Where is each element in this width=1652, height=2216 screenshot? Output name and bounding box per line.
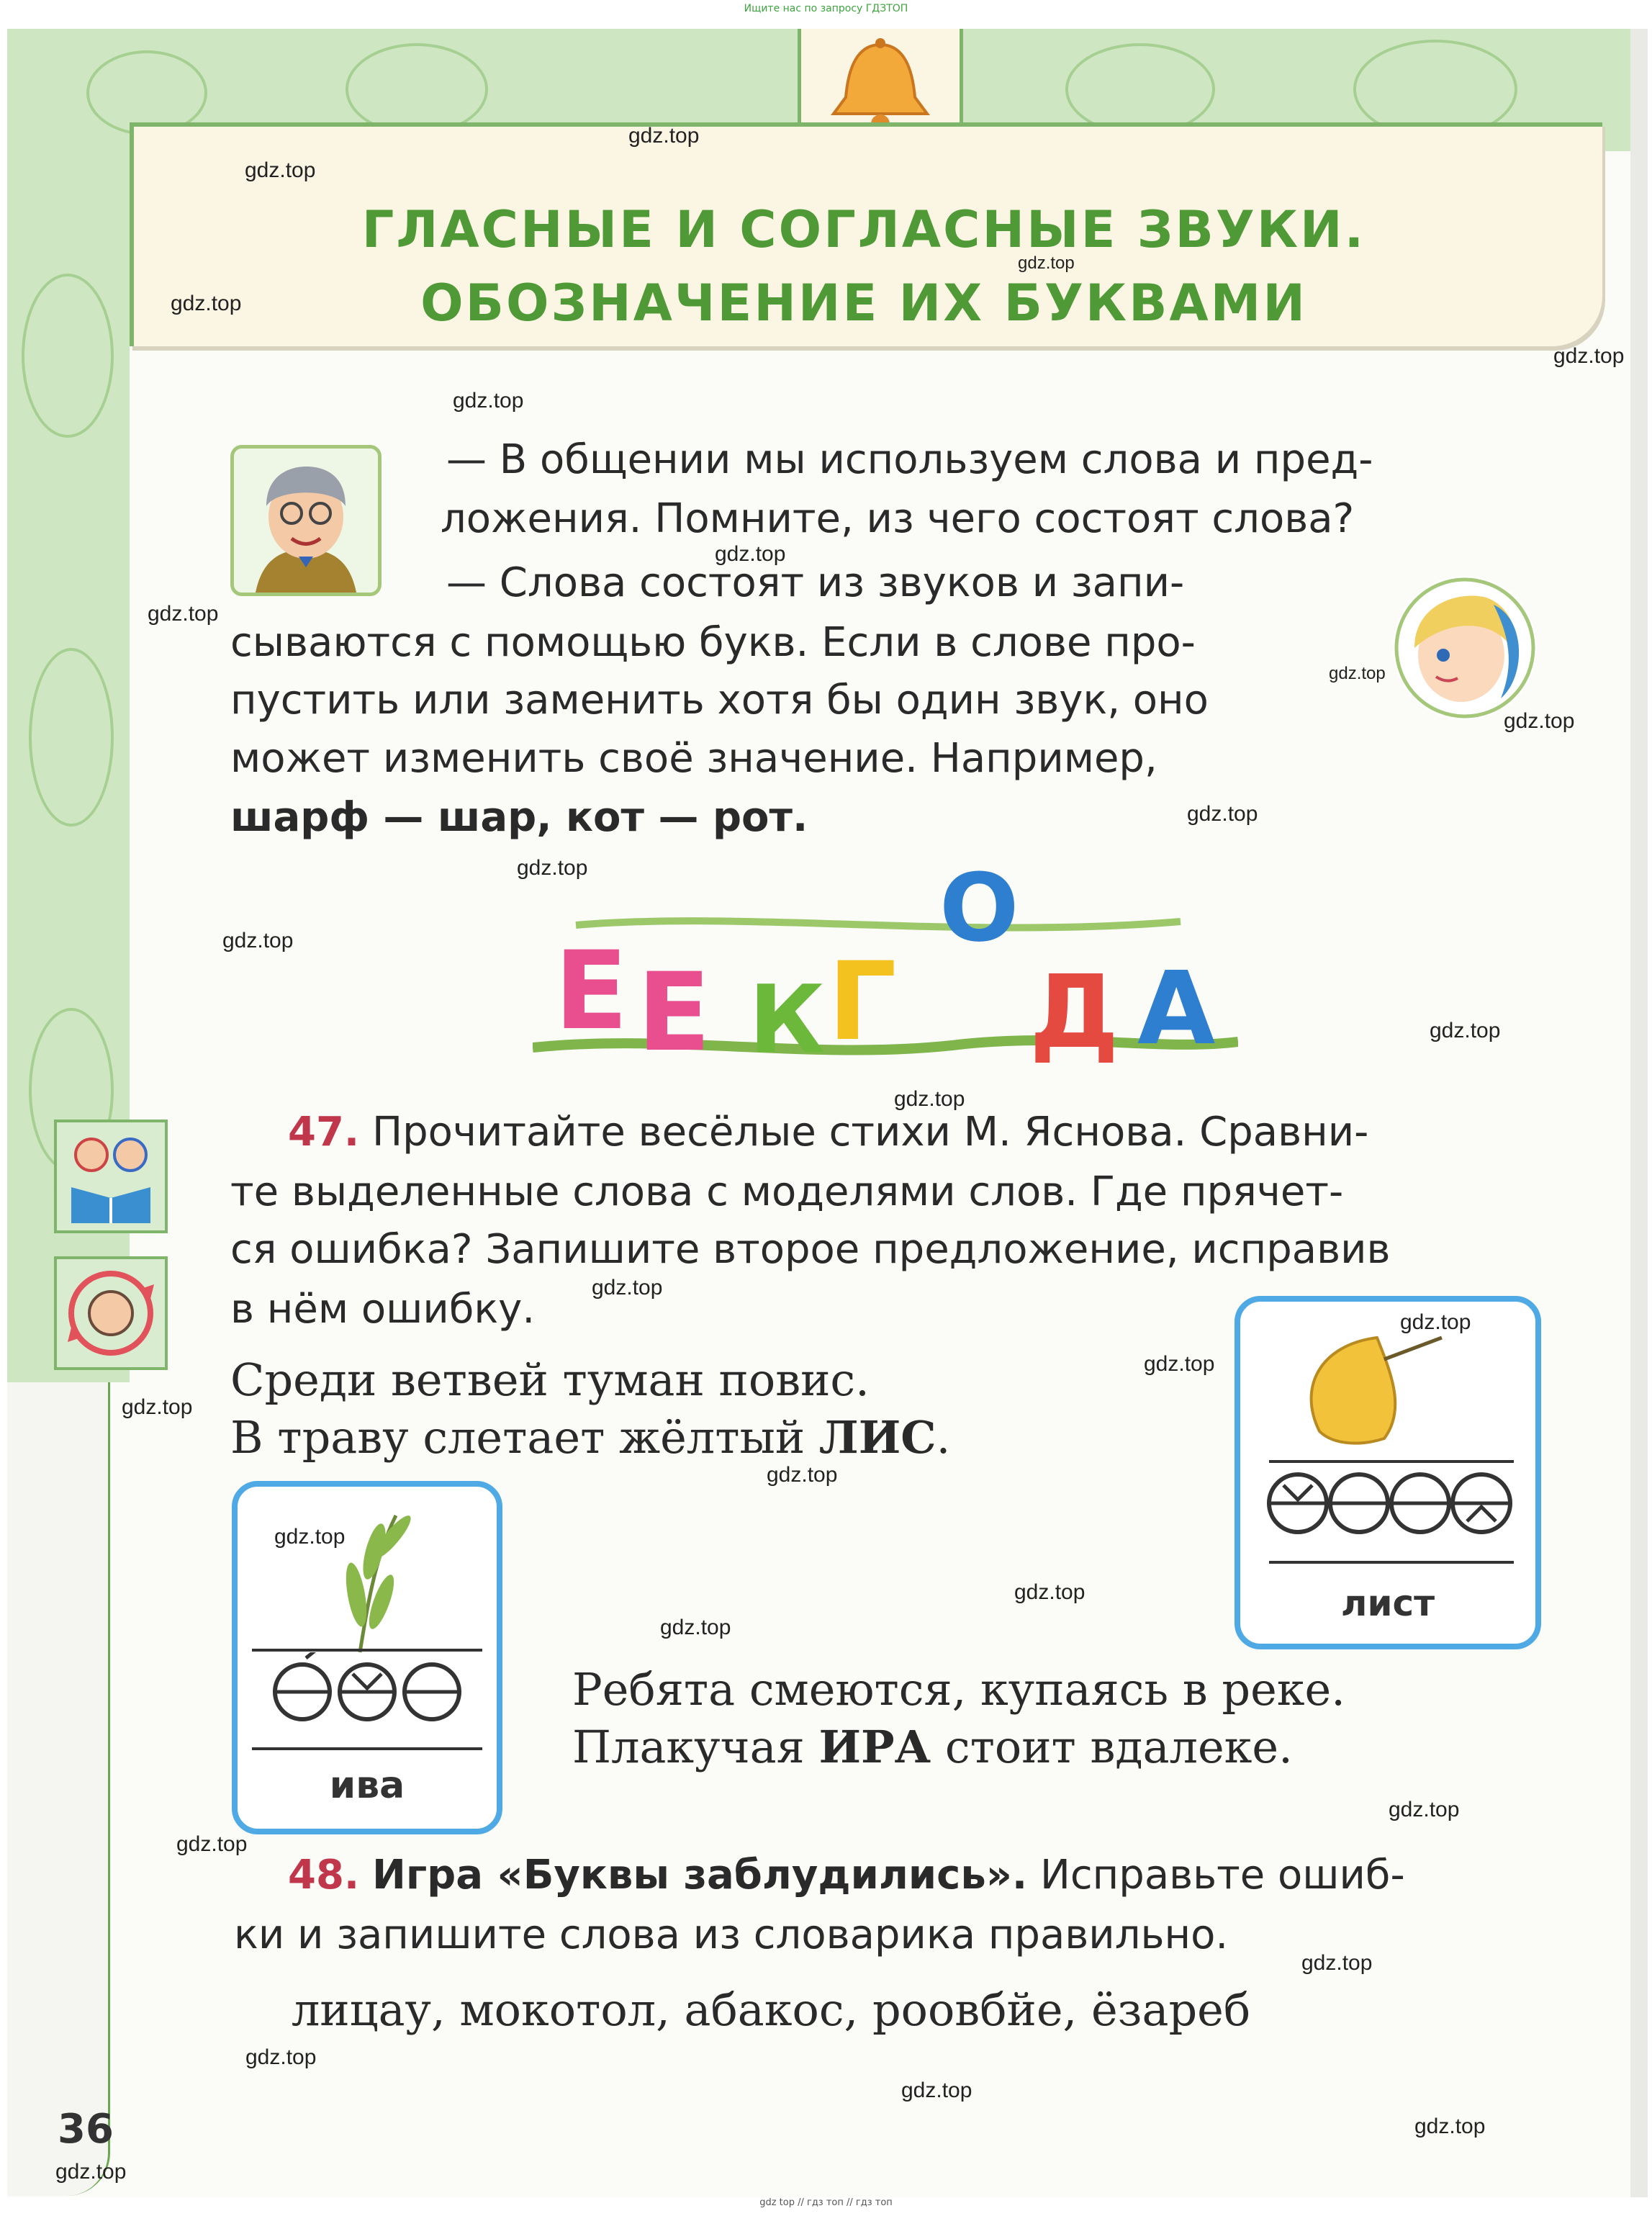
decor-swirl xyxy=(22,274,114,438)
decor-swirl xyxy=(29,648,114,827)
page-number: 36 xyxy=(58,2106,114,2153)
old-man-icon xyxy=(234,449,378,593)
highlighted-word-lis: ЛИС xyxy=(818,1411,936,1464)
watermark: gdz.top xyxy=(1414,2114,1486,2138)
watermark: gdz.top xyxy=(171,292,242,315)
girl-avatar xyxy=(1393,576,1537,720)
watermark: gdz.top xyxy=(122,1395,193,1419)
task-48-number: 48. xyxy=(288,1852,360,1899)
watermark: gdz.top xyxy=(628,124,700,148)
reading-kids-icon xyxy=(54,1120,168,1233)
sound-model-iva xyxy=(238,1652,497,1731)
header-note: Ищите нас по запросу ГДЗТОП xyxy=(744,3,908,14)
dialogue-line-6: может изменить своё значение. Например, xyxy=(230,735,1157,782)
poem-line-4-end: стоит вдалеке. xyxy=(931,1721,1293,1773)
model-top-line xyxy=(1269,1460,1514,1463)
poem-line-3: Ребята смеются, купаясь в реке. xyxy=(572,1663,1345,1716)
letter-g-yellow: Г xyxy=(828,940,897,1065)
watermark: gdz.top xyxy=(245,158,316,182)
model-word-list: лист xyxy=(1340,1582,1435,1624)
letter-o-blue: О xyxy=(939,853,1019,963)
watermark: gdz.top xyxy=(55,2160,127,2184)
watermark: gdz.top xyxy=(715,542,786,566)
dialogue-line-7: шарф — шар, кот — рот. xyxy=(230,794,808,841)
dialogue-line-5: пустить или заменить хотя бы один звук, оно xyxy=(230,677,1209,724)
decor-swirl xyxy=(1065,43,1215,135)
watermark: gdz.top xyxy=(1014,1580,1085,1604)
task-48-text: Исправьте ошиб- xyxy=(1027,1852,1405,1899)
willow-icon xyxy=(238,1487,497,1659)
leaf-icon xyxy=(1240,1309,1535,1453)
page-title-line-2: ОБОЗНАЧЕНИЕ ИХ БУКВАМИ xyxy=(420,274,1307,333)
watermark: gdz.top xyxy=(1301,1951,1373,1975)
poem-line-2-text: В траву слетает жёлтый xyxy=(230,1411,819,1464)
watermark: gdz.top xyxy=(1430,1019,1501,1042)
model-word-iva-text: ива xyxy=(329,1764,405,1807)
poem-line-2-end: . xyxy=(936,1411,951,1464)
word-model-willow xyxy=(232,1481,502,1834)
watermark: gdz.top xyxy=(894,1087,965,1111)
reading-kids-drawing xyxy=(57,1122,165,1230)
watermark: gdz.top xyxy=(517,856,588,880)
task-47-number: 47. xyxy=(288,1109,360,1156)
dialogue-line-4: сываются с помощью букв. Если в слове про- xyxy=(230,619,1196,666)
task-47-line-1 xyxy=(288,1109,1368,1156)
poem-line-2 xyxy=(230,1411,950,1464)
poem-line-4 xyxy=(572,1721,1293,1773)
watermark: gdz.top xyxy=(1187,802,1258,826)
watermark: gdz.top xyxy=(148,602,219,626)
watermark: gdz.top xyxy=(901,2078,972,2102)
task-47-line-2: те выделенные слова с моделями слов. Где прячет- xyxy=(230,1168,1344,1215)
watermark: gdz.top xyxy=(1018,253,1075,273)
model-bottom-line xyxy=(252,1747,482,1750)
letter-d-red: Д xyxy=(1029,954,1119,1071)
decorative-left-bottom xyxy=(7,1382,110,2196)
watermark: gdz.top xyxy=(1144,1352,1215,1376)
letter-k-green: К xyxy=(749,965,826,1074)
model-word-iva xyxy=(238,1764,497,1807)
watermark: gdz.top xyxy=(453,389,524,413)
task-47-text: Прочитайте весёлые стихи М. Яснова. Сравни- xyxy=(372,1109,1369,1156)
watermark: gdz.top xyxy=(1553,344,1625,368)
task-48-words: лицау, мокотол, абакос, роовбйе, ёзареб xyxy=(292,1983,1251,2036)
letter-e-pink-2: Е xyxy=(637,950,711,1076)
task-47-line-4: в нём ошибку. xyxy=(230,1286,536,1333)
footer-note: gdz top // гдз топ // гдз топ xyxy=(759,2197,893,2208)
page-title-line-1: ГЛАСНЫЕ И СОГЛАСНЫЕ ЗВУКИ. xyxy=(361,200,1366,259)
poem-line-1: Среди ветвей туман повис. xyxy=(230,1354,870,1406)
task-48-title: Игра «Буквы заблудились». xyxy=(372,1852,1028,1899)
word-model-leaf xyxy=(1235,1296,1541,1649)
sound-model-lis xyxy=(1240,1464,1535,1543)
task-48-line-1 xyxy=(288,1852,1405,1899)
dialogue-line-1: — В общении мы используем слова и пред- xyxy=(446,436,1373,483)
watermark: gdz.top xyxy=(1329,664,1386,683)
watermark: gdz.top xyxy=(592,1276,663,1300)
decor-swirl xyxy=(346,43,488,135)
watermark: gdz.top xyxy=(767,1463,838,1487)
girl-icon xyxy=(1393,576,1537,720)
watermark: gdz.top xyxy=(245,2045,317,2069)
watermark: gdz.top xyxy=(176,1832,248,1856)
watermark: gdz.top xyxy=(1504,709,1575,733)
task-47-line-3: ся ошибка? Запишите второе предложение, исправив xyxy=(230,1226,1391,1273)
letter-e-pink: Е xyxy=(554,929,628,1054)
task-48-line-2: ки и запишите слова из словарика правильно. xyxy=(234,1911,1229,1958)
watermark: gdz.top xyxy=(274,1525,346,1549)
watermark: gdz.top xyxy=(660,1616,731,1639)
watermark: gdz.top xyxy=(1400,1310,1471,1334)
highlighted-word-ira: ИРА xyxy=(818,1721,931,1773)
poem-line-4-text: Плакучая xyxy=(572,1721,819,1773)
self-check-drawing xyxy=(57,1259,165,1367)
model-top-line xyxy=(252,1649,482,1652)
dialogue-line-2: ложения. Помните, из чего состоят слова? xyxy=(441,495,1355,542)
teacher-avatar xyxy=(230,445,382,596)
dialogue-line-3: — Слова состоят из звуков и запи- xyxy=(446,559,1185,606)
letter-a-blue: А xyxy=(1137,950,1216,1068)
model-bottom-line xyxy=(1269,1561,1514,1564)
watermark: gdz.top xyxy=(1389,1798,1460,1821)
self-check-icon xyxy=(54,1256,168,1370)
watermark: gdz.top xyxy=(222,929,294,952)
